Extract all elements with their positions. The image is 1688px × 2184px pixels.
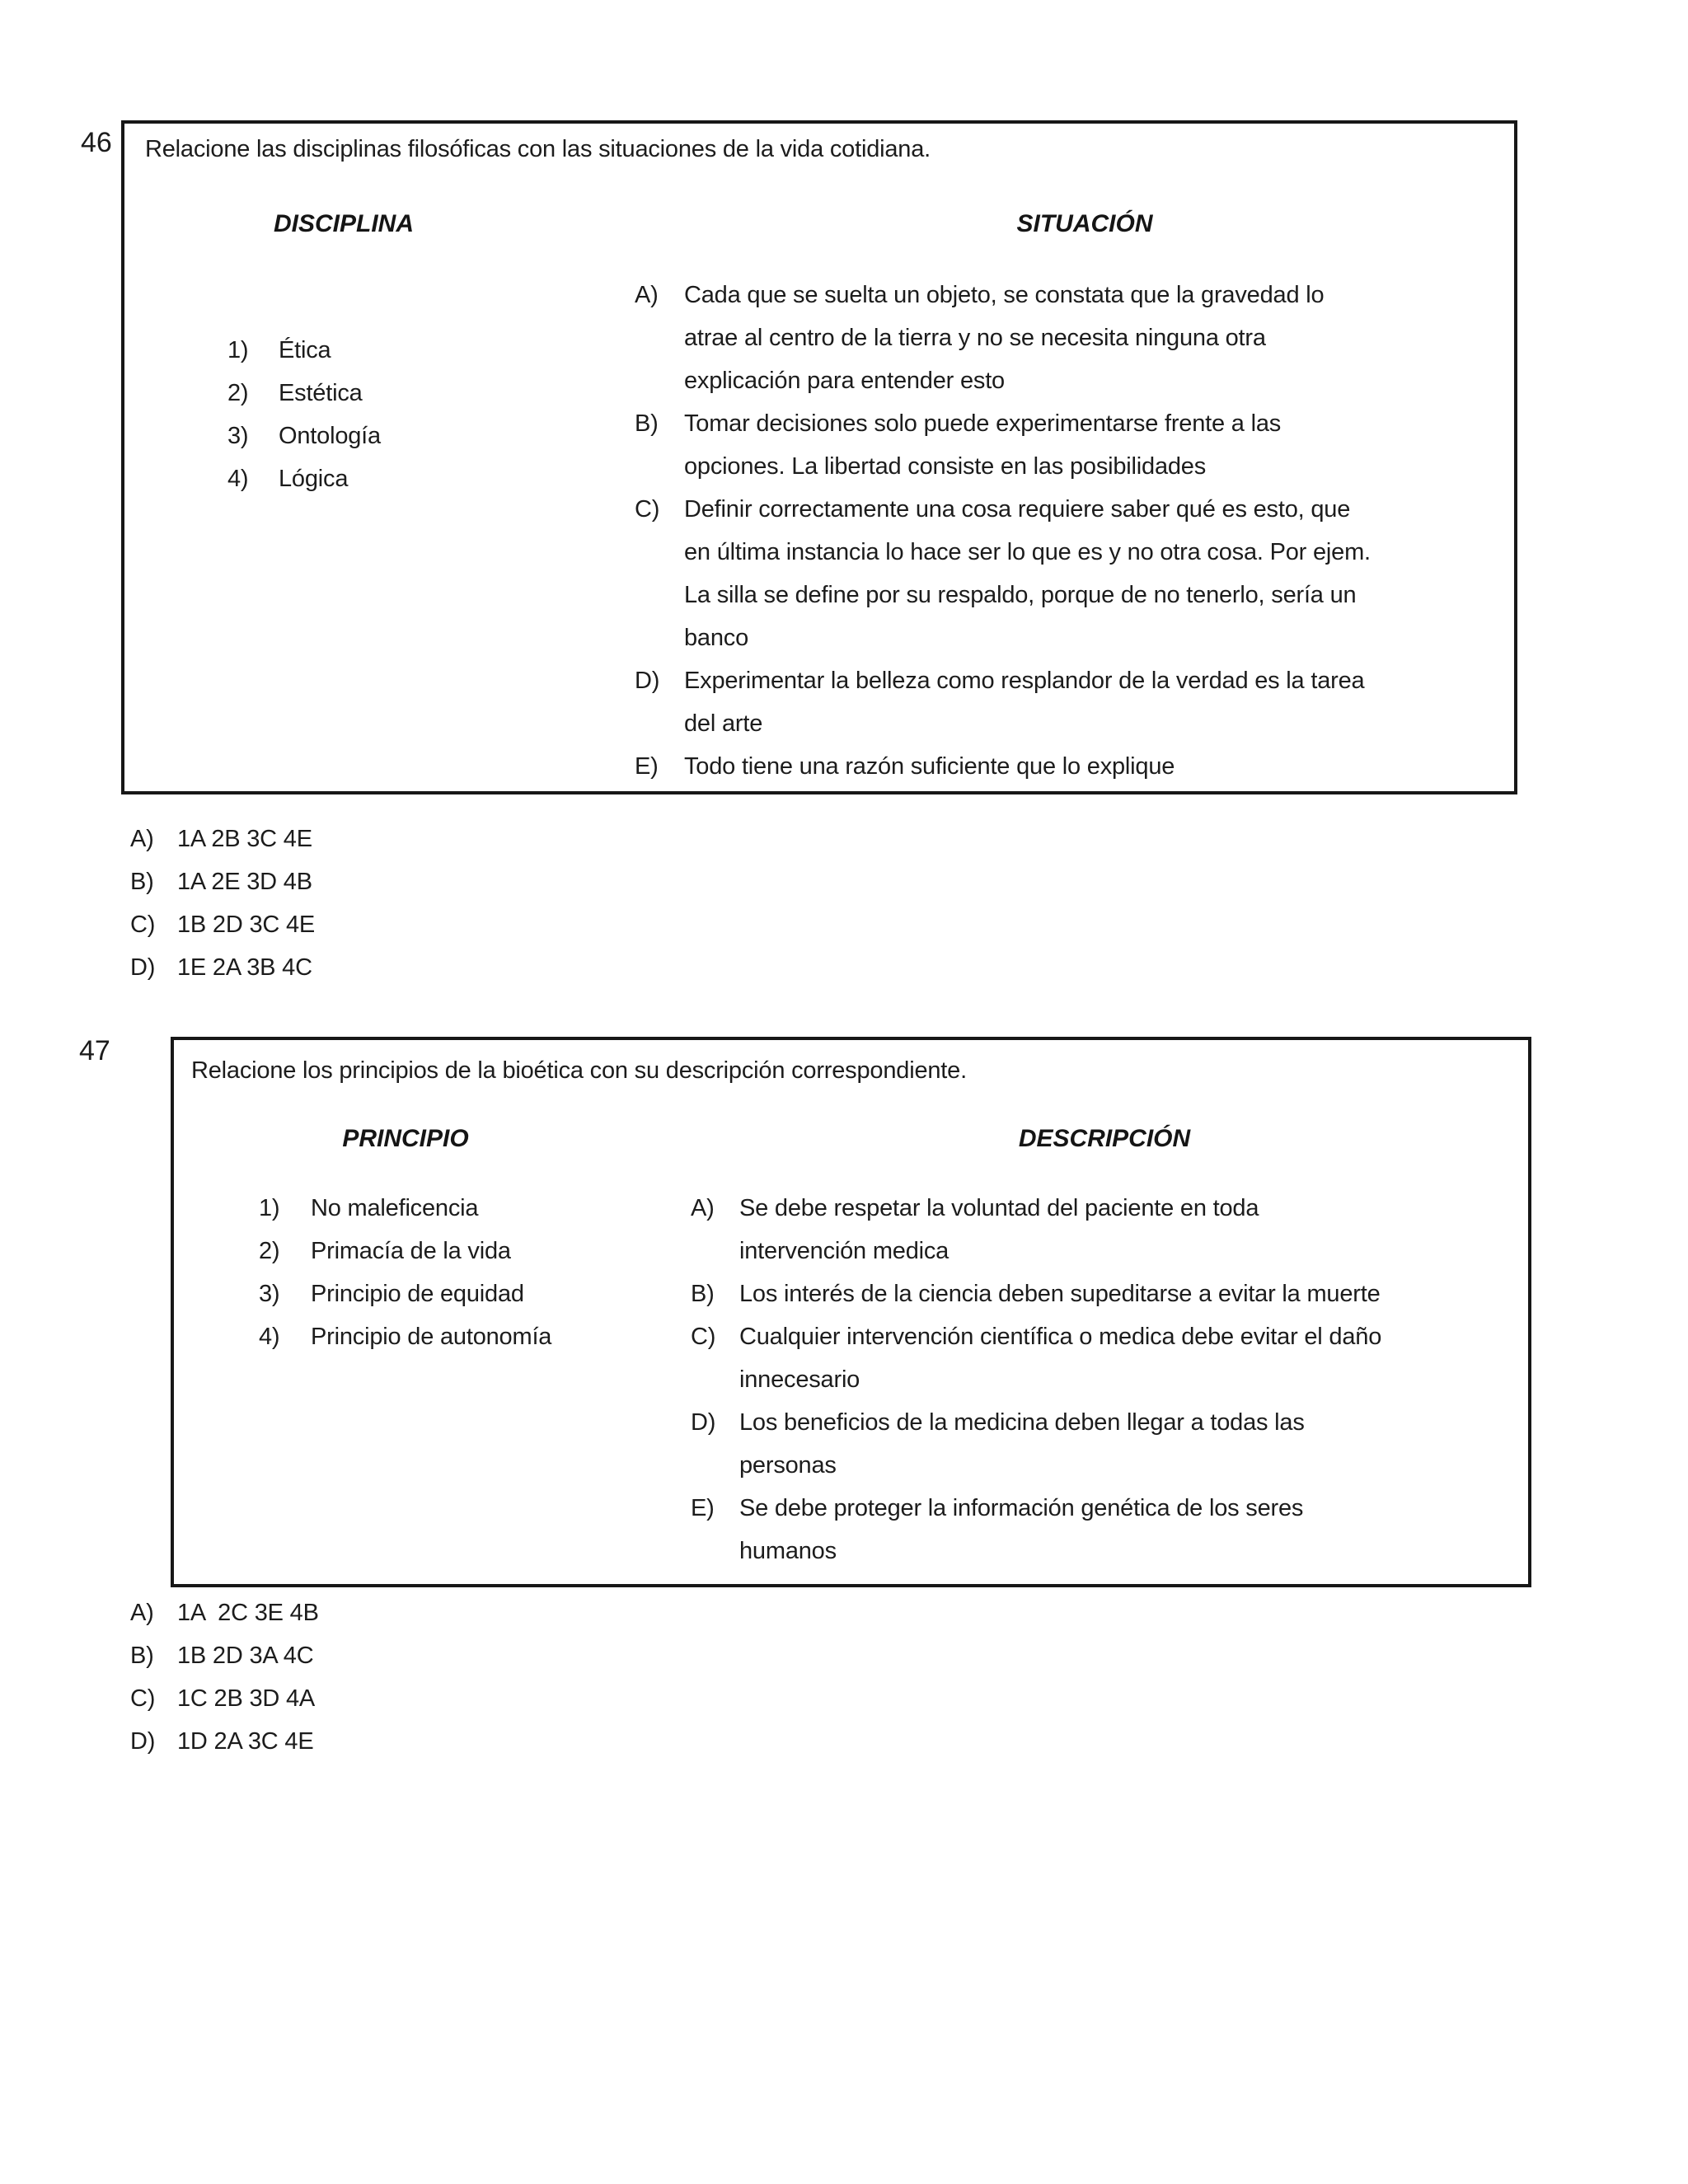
answer-value: 1D 2A 3C 4E — [177, 1728, 314, 1755]
question-number: 47 — [79, 1035, 110, 1066]
list-item-label: Principio de equidad — [311, 1281, 524, 1307]
option-letter: E) — [635, 753, 659, 780]
question-prompt: Relacione las disciplinas filosóficas con las situaciones de la vida cotidiana. — [145, 136, 931, 162]
option-letter: B) — [635, 410, 659, 437]
answer-letter: A) — [130, 826, 154, 852]
option-letter: E) — [691, 1495, 715, 1521]
list-item-number: 4) — [259, 1324, 280, 1350]
option-letter: A) — [691, 1195, 715, 1221]
option-line: Todo tiene una razón suficiente que lo explique — [684, 753, 1175, 780]
option-letter: A) — [635, 282, 659, 308]
option-line: opciones. La libertad consiste en las posibilidades — [684, 453, 1207, 480]
option-line: banco — [684, 625, 749, 651]
answer-value: 1A 2B 3C 4E — [177, 826, 312, 852]
option-line: Los beneficios de la medicina deben llegar a todas las — [739, 1409, 1305, 1436]
option-line: Cada que se suelta un objeto, se constata que la gravedad lo — [684, 282, 1325, 308]
answer-letter: D) — [130, 954, 156, 981]
right-column-header: SITUACIÓN — [1016, 210, 1153, 237]
option-line: atrae al centro de la tierra y no se necesita ninguna otra — [684, 325, 1266, 351]
answer-letter: B) — [130, 869, 154, 895]
left-column-header: PRINCIPIO — [342, 1125, 469, 1152]
answer-value: 1B 2D 3A 4C — [177, 1643, 314, 1669]
option-line: humanos — [739, 1538, 837, 1564]
option-line: del arte — [684, 710, 763, 737]
option-line: Se debe respetar la voluntad del paciente en toda — [739, 1195, 1259, 1221]
list-item-label: Lógica — [279, 466, 349, 492]
option-line: La silla se define por su respaldo, porque de no tenerlo, sería un — [684, 582, 1357, 608]
list-item-number: 1) — [259, 1195, 280, 1221]
answer-value: 1C 2B 3D 4A — [177, 1685, 316, 1712]
answer-value: 1E 2A 3B 4C — [177, 954, 312, 981]
left-column-header: DISCIPLINA — [273, 210, 414, 237]
list-item-label: Primacía de la vida — [311, 1238, 511, 1264]
answer-letter: D) — [130, 1728, 156, 1755]
option-letter: C) — [691, 1324, 716, 1350]
list-item-label: Principio de autonomía — [311, 1324, 552, 1350]
list-item-number: 2) — [227, 380, 249, 406]
answer-value: 1A 2C 3E 4B — [177, 1600, 319, 1626]
option-letter: D) — [691, 1409, 716, 1436]
list-item-label: No maleficencia — [311, 1195, 479, 1221]
answer-letter: C) — [130, 1685, 156, 1712]
option-line: personas — [739, 1452, 837, 1479]
question-number: 46 — [81, 127, 112, 158]
option-line: intervención medica — [739, 1238, 950, 1264]
answer-value: 1A 2E 3D 4B — [177, 869, 312, 895]
right-column-header: DESCRIPCIÓN — [1018, 1125, 1191, 1152]
answer-letter: A) — [130, 1600, 154, 1626]
option-letter: D) — [635, 668, 660, 694]
option-line: innecesario — [739, 1366, 860, 1393]
option-line: Se debe proteger la información genética de los seres — [739, 1495, 1304, 1521]
list-item-number: 3) — [259, 1281, 280, 1307]
option-line: Tomar decisiones solo puede experimentarse frente a las — [684, 410, 1282, 437]
list-item-label: Estética — [279, 380, 363, 406]
option-letter: C) — [635, 496, 660, 523]
option-letter: B) — [691, 1281, 715, 1307]
list-item-number: 3) — [227, 423, 249, 449]
list-item-number: 4) — [227, 466, 249, 492]
option-line: Experimentar la belleza como resplandor de la verdad es la tarea — [684, 668, 1365, 694]
answer-value: 1B 2D 3C 4E — [177, 912, 316, 938]
question-prompt: Relacione los principios de la bioética con su descripción correspondiente. — [191, 1057, 967, 1084]
list-item-number: 2) — [259, 1238, 280, 1264]
option-line: Definir correctamente una cosa requiere saber qué es esto, que — [684, 496, 1351, 523]
answer-letter: C) — [130, 912, 156, 938]
answer-letter: B) — [130, 1643, 154, 1669]
option-line: Los interés de la ciencia deben supeditarse a evitar la muerte — [739, 1281, 1381, 1307]
option-line: en última instancia lo hace ser lo que es y no otra cosa. Por ejem. — [684, 539, 1371, 565]
list-item-label: Ontología — [279, 423, 381, 449]
list-item-number: 1) — [227, 337, 249, 363]
option-line: explicación para entender esto — [684, 368, 1005, 394]
option-line: Cualquier intervención científica o medica debe evitar el daño — [739, 1324, 1382, 1350]
list-item-label: Ética — [279, 337, 331, 363]
